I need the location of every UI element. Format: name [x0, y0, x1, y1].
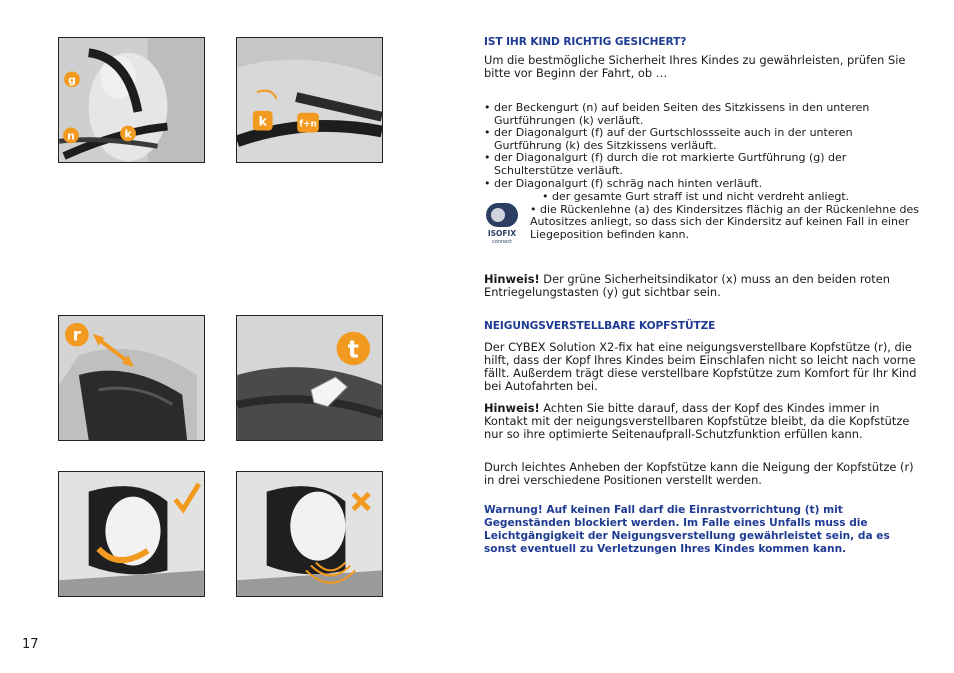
checklist [484, 102, 904, 190]
isofix-logo-sub: connect [492, 239, 512, 245]
figure-incorrect-position [236, 471, 383, 597]
note-text: Der grüne Sicherheitsindikator (x) muss an den beiden roten Entriegelungstasten (y) gut sichtbar sein. [484, 272, 890, 299]
heading-secured: IST IHR KIND RICHTIG GESICHERT? [484, 36, 687, 48]
label-k: k [124, 127, 132, 141]
label-g: g [68, 73, 76, 87]
note-indicator [484, 273, 924, 299]
figure-lock-t [236, 315, 383, 441]
headrest-para2: Durch leichtes Anheben der Kopfstütze kann die Neigung der Kopfstütze (r) in drei verschiedene Positionen verstellt werden. [484, 460, 914, 487]
headrest-para1: Der CYBEX Solution X2-fix hat eine neigungsverstellbare Kopfstütze (r), die hilft, dass der Kopf Ihres Kindes beim Einschlafen nicht so leicht nach vorne fällt. Außerdem trägt diese verstellbare Kopfstütze zum Komfort für Ihr Kind bei Autofahrten bei. [484, 340, 917, 393]
checklist-item: • der Diagonalgurt (f) auf der Gurtschlossseite auch in der unteren Gurtführung (k) des Sitzkissens verläuft. [484, 126, 853, 152]
isofix-item: • der gesamte Gurt straff ist und nicht verdreht anliegt. [542, 190, 850, 203]
figure-headrest-r [58, 315, 205, 441]
checklist-item: • der Beckengurt (n) auf beiden Seiten des Sitzkissens in den unteren Gurtführungen (k) verläuft. [484, 101, 870, 127]
note-label-2: Hinweis! [484, 401, 540, 415]
note-text-2: Achten Sie bitte darauf, dass der Kopf des Kindes immer in Kontakt mit der neigungsverstellbaren Kopfstütze bleibt, da die Kopfstütze nur so ihre optimierte Seitenaufprall-Schutzfunktion erfüllen kann. [484, 401, 910, 441]
label-t: t [347, 335, 359, 364]
label-r: r [72, 324, 82, 345]
figure-correct-position [58, 471, 205, 597]
section-headrest [484, 320, 924, 556]
checklist-item: • der Diagonalgurt (f) durch die rot markierte Gurtführung (g) der Schulterstütze verläuft. [484, 151, 847, 177]
section-secured [484, 36, 924, 80]
figure-belt-detail [236, 37, 383, 163]
isofix-checklist [530, 191, 925, 241]
isofix-item: • die Rückenlehne (a) des Kindersitzes flächig an der Rückenlehne des Autositzes anliegt, so dass sich der Kindersitz auf keinen Fall in einer Liegeposition befinden kann. [530, 202, 919, 241]
label-k2: k [258, 114, 268, 130]
warning-text: Warnung! Auf keinen Fall darf die Einrastvorrichtung (t) mit Gegenständen blockiert werden. Im Falle eines Unfalls muss die Leichtgängigkeit der Neigungsverstellung gewährleistet sein, da es sonst eventuell zu Verletzungen Ihres Kindes kommen kann. [484, 504, 890, 555]
label-fn: f+n [299, 119, 317, 130]
figure-belt-routing [58, 37, 205, 163]
checklist-item: • der Diagonalgurt (f) schräg nach hinten verläuft. [484, 176, 763, 190]
isofix-logo-text: ISOFIX [487, 229, 517, 238]
heading-headrest: NEIGUNGSVERSTELLBARE KOPFSTÜTZE [484, 320, 716, 332]
label-n: n [67, 129, 75, 143]
note-label: Hinweis! [484, 272, 540, 286]
isofix-logo [486, 203, 518, 245]
intro-text: Um die bestmögliche Sicherheit Ihres Kindes zu gewährleisten, prüfen Sie bitte vor Beginn der Fahrt, ob … [484, 53, 906, 80]
page-number: 17 [22, 637, 39, 652]
